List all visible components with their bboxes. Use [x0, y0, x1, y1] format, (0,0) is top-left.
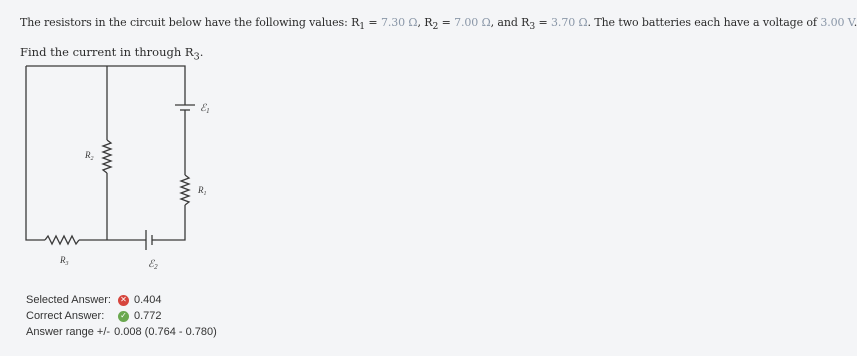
correct-answer-row: [26, 308, 217, 324]
r1-value: 7.30 Ω: [380, 16, 418, 29]
selected-answer-value: 0.404: [134, 294, 162, 306]
answer-range-row: [26, 324, 217, 340]
correct-answer-value: 0.772: [134, 310, 162, 322]
label-e2: ℰ$_2$: [148, 259, 158, 271]
label-r2: $R_2$: [85, 150, 94, 162]
find-prompt: Find the current in through $R_3$.: [20, 45, 204, 63]
answer-feedback: [26, 292, 217, 340]
resistor-r2: [103, 140, 111, 173]
selected-answer-label: Selected Answer:: [26, 294, 111, 306]
incorrect-icon: ✕: [118, 295, 129, 306]
correct-answer-label: Correct Answer:: [26, 310, 105, 322]
wire-left: [26, 66, 45, 240]
label-r1: $R_1$: [198, 185, 207, 197]
resistor-r3: [45, 236, 79, 244]
label-e1: ℰ$_1$: [200, 103, 210, 115]
answer-range-label: Answer range +/-: [26, 326, 111, 338]
resistor-r1: [181, 175, 189, 205]
r2-value: 7.00 Ω: [454, 16, 491, 29]
wire-top: [26, 66, 185, 105]
label-r3: $R_3$: [60, 255, 69, 267]
voltage-value: 3.00 V: [820, 16, 854, 29]
selected-answer-row: [26, 292, 217, 308]
question-text: The resistors in the circuit below have the following values: $R_1 = 7.30$ Ω, $R_2 = 7.00$ Ω, and $R_3 = 3.70$ Ω. The two batteries each have a voltage of 3.00 V.: [20, 16, 857, 33]
correct-icon: ✓: [118, 311, 129, 322]
answer-range-value: 0.008 (0.764 - 0.780): [114, 326, 217, 338]
r3-value: 3.70 Ω: [551, 16, 588, 29]
